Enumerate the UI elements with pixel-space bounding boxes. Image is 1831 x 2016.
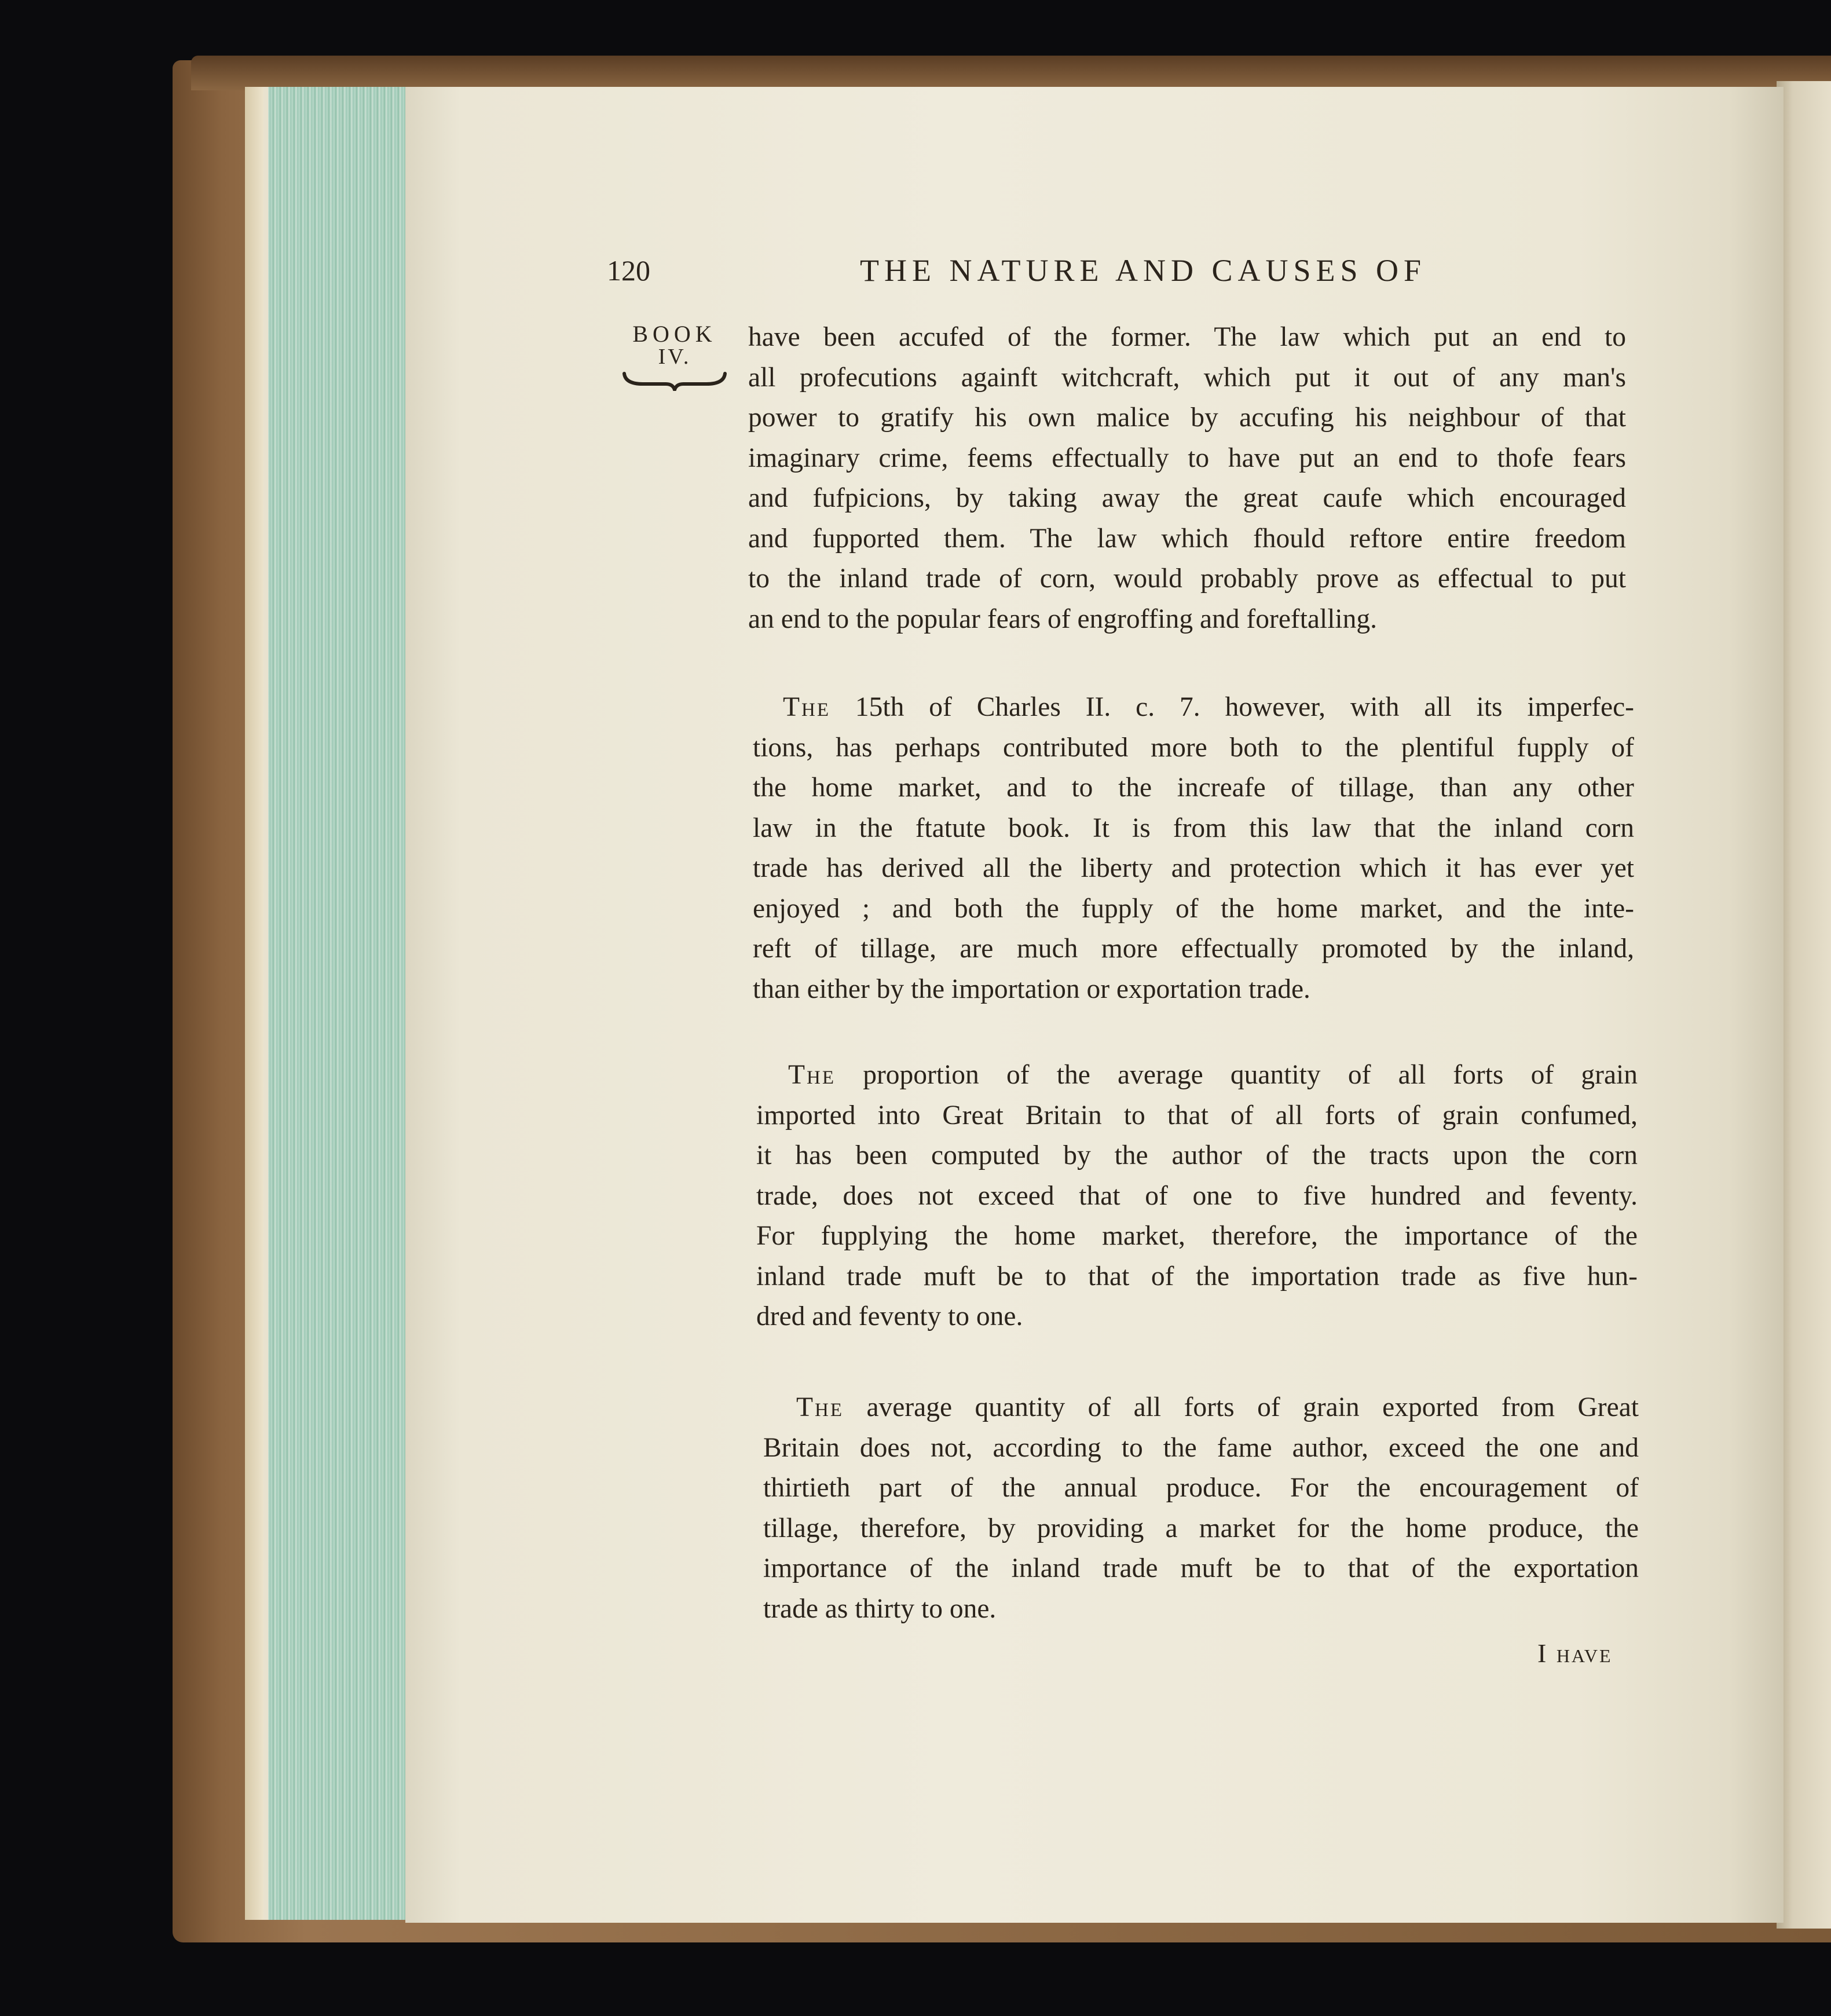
text-line: importance of the inland trade muft be to that of the exportation <box>763 1553 1639 1583</box>
paragraph-2 <box>753 687 1634 1009</box>
text-line: have been accufed of the former. The law which put an end to <box>748 322 1626 352</box>
text-line: tions, has perhaps contributed more both to the plentiful fupply of <box>753 732 1634 763</box>
text-line: inland trade muft be to that of the importation trade as five hun- <box>756 1261 1638 1291</box>
facing-page-edge <box>1777 81 1831 1929</box>
text-line: reft of tillage, are much more effectually promoted by the inland, <box>753 934 1634 964</box>
text-line: Britain does not, according to the fame author, exceed the one and <box>763 1432 1639 1463</box>
text-line-rest: proportion of the average quantity of all forts of grain <box>836 1060 1638 1090</box>
text-line <box>763 1388 1639 1428</box>
text-line: and fupported them. The law which fhould reftore entire freedom <box>748 523 1626 554</box>
paragraph-lead-word: The <box>788 1060 836 1090</box>
text-line: all profecutions againft witchcraft, which put it out of any man's <box>748 362 1626 393</box>
paragraph-4 <box>763 1388 1639 1629</box>
running-title: THE NATURE AND CAUSES OF <box>860 253 1427 288</box>
book-cover-top-edge <box>191 56 1831 90</box>
page-block-edges <box>263 87 415 1920</box>
text-line: law in the ftatute book. It is from this law that the inland corn <box>753 813 1634 843</box>
text-line <box>756 1055 1638 1096</box>
text-line: an end to the popular fears of engroffing and foreftalling. <box>748 603 1377 634</box>
paragraph-lead-word: The <box>796 1392 844 1422</box>
text-line <box>753 687 1634 728</box>
text-line: power to gratify his own malice by accufing his neighbour of that <box>748 403 1626 433</box>
margin-note <box>620 321 730 391</box>
text-line: to the inland trade of corn, would probably prove as effectual to put <box>748 564 1626 594</box>
margin-volume-label: IV. <box>658 345 691 369</box>
brace-ornament-icon <box>620 368 730 391</box>
paragraph-1 <box>748 317 1626 639</box>
text-line: imported into Great Britain to that of all forts of grain confumed, <box>756 1100 1638 1130</box>
text-line: trade, does not exceed that of one to five hundred and feventy. <box>756 1180 1638 1211</box>
text-line: trade as thirty to one. <box>763 1593 997 1624</box>
catchword: I have <box>1537 1638 1613 1668</box>
text-line: dred and feventy to one. <box>756 1301 1023 1331</box>
page-number: 120 <box>607 254 650 287</box>
text-line: and fufpicions, by taking away the great caufe which encouraged <box>748 483 1626 513</box>
text-line: For fupplying the home market, therefore, the importance of the <box>756 1221 1638 1251</box>
text-line-rest: average quantity of all forts of grain exported from Great <box>844 1392 1639 1422</box>
paragraph-3 <box>756 1055 1638 1337</box>
text-line: the home market, and to the increafe of tillage, than any other <box>753 773 1634 803</box>
margin-book-label: BOOK <box>632 321 717 347</box>
text-line: than either by the importation or exportation trade. <box>753 974 1310 1004</box>
text-line: it has been computed by the author of the tracts upon the corn <box>756 1140 1638 1170</box>
text-line: tillage, therefore, by providing a market for the home produce, the <box>763 1513 1639 1543</box>
text-line: imaginary crime, feems effectually to have put an end to thofe fears <box>748 442 1626 473</box>
text-line: trade has derived all the liberty and protection which it has ever yet <box>753 853 1634 883</box>
paragraph-lead-word: The <box>783 692 831 722</box>
text-line-rest: 15th of Charles II. c. 7. however, with all its imperfec- <box>830 692 1634 722</box>
text-line: thirtieth part of the annual produce. For the encouragement of <box>763 1473 1639 1503</box>
text-line: enjoyed ; and both the fupply of the home market, and the inte- <box>753 893 1634 924</box>
